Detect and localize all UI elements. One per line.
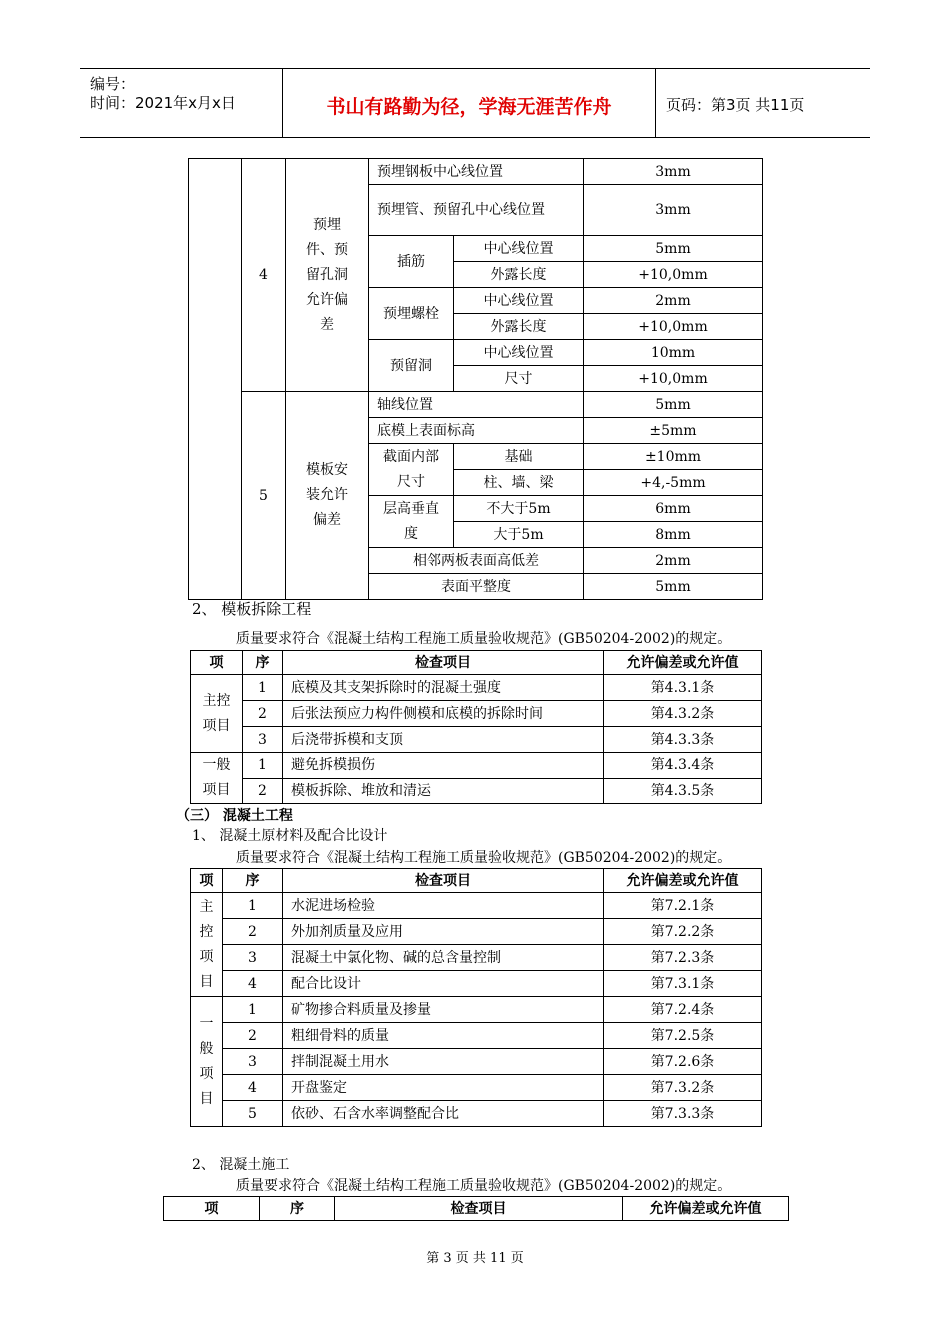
table-cell: ±10mm [584,444,763,470]
table-cell: 拌制混凝土用水 [283,1049,604,1075]
formwork-tolerance-table [188,158,763,600]
table-cell: 相邻两板表面高低差 [369,548,584,574]
subsection-title: 1、 混凝土原材料及配合比设计 [192,828,388,844]
table-cell: 依砂、石含水率调整配合比 [283,1101,604,1127]
table-cell: 8mm [584,522,763,548]
table-cell: 不大于5m [454,496,584,522]
concrete-materials-table [190,868,762,1127]
table-cell: 1 [243,675,283,701]
group5-name: 模板安装允许偏差 [286,392,369,600]
table-cell: 第7.2.3条 [604,945,762,971]
group4-no: 4 [242,159,286,392]
table-cell: 预埋管、预留孔中心线位置 [369,185,584,236]
table-cell: 插筋 [369,236,454,288]
column-header: 序 [223,869,283,893]
table-cell: 预埋螺栓 [369,288,454,340]
table-cell: 粗细骨料的质量 [283,1023,604,1049]
column-header: 项 [164,1197,260,1221]
table-cell: 中心线位置 [454,288,584,314]
column-header: 允许偏差或允许值 [623,1197,789,1221]
table-cell: +10,0mm [584,262,763,288]
table-cell: 外露长度 [454,314,584,340]
table-cell: 底模及其支架拆除时的混凝土强度 [283,675,604,701]
table-cell: 2mm [584,548,763,574]
table-cell: 第7.2.4条 [604,997,762,1023]
table-cell: 2 [223,1023,283,1049]
motto: 书山有路勤为径，学海无涯苦作舟 [326,96,612,118]
group-label: 主控项目 [191,893,223,997]
table-cell: 第4.3.3条 [604,727,762,753]
table-cell: 第7.2.2条 [604,919,762,945]
table-cell: 第7.2.5条 [604,1023,762,1049]
page-label: 页码：第3页 共11页 [666,96,805,114]
table-cell: ±5mm [584,418,763,444]
table-cell: 10mm [584,340,763,366]
column-header: 项 [191,651,243,675]
table-cell: +10,0mm [584,366,763,392]
table-cell: 第4.3.5条 [604,778,762,804]
table-cell: 1 [243,753,283,779]
concrete-construction-table [163,1196,789,1221]
table-cell: 外加剂质量及应用 [283,919,604,945]
table-cell: 预留洞 [369,340,454,392]
table-cell: 1 [223,893,283,919]
column-header: 检查项目 [335,1197,623,1221]
table-cell: 截面内部尺寸 [369,444,454,496]
table-cell: 柱、墙、梁 [454,470,584,496]
table-cell: +4,-5mm [584,470,763,496]
table-cell: 预埋钢板中心线位置 [369,159,584,185]
table-cell: 6mm [584,496,763,522]
table-cell: 4 [223,1075,283,1101]
table-cell: 第7.3.3条 [604,1101,762,1127]
table-cell: 基础 [454,444,584,470]
table-cell: 5mm [584,574,763,600]
table-cell: 配合比设计 [283,971,604,997]
table-cell: 尺寸 [454,366,584,392]
table-cell: 中心线位置 [454,236,584,262]
table-cell: 第7.3.1条 [604,971,762,997]
table-cell: 4 [223,971,283,997]
column-header: 项 [191,869,223,893]
table-cell: 后浇带拆模和支顶 [283,727,604,753]
table-cell: 2 [223,919,283,945]
page-footer: 第 3 页 共 11 页 [426,1251,524,1266]
table-cell: 第7.2.1条 [604,893,762,919]
table-cell: 中心线位置 [454,340,584,366]
group4-name: 预埋件、预留孔洞允许偏差 [286,159,369,392]
table-cell: 矿物掺合料质量及掺量 [283,997,604,1023]
column-header: 序 [243,651,283,675]
table-cell: 5mm [584,392,763,418]
subsection-title: 2、 混凝土施工 [192,1157,290,1173]
table-cell: 表面平整度 [369,574,584,600]
column-header: 检查项目 [283,651,604,675]
section-title: 2、 模板拆除工程 [192,600,312,618]
table-cell: 5mm [584,236,763,262]
requirement-text: 质量要求符合《混凝土结构工程施工质量验收规范》(GB50204-2002)的规定。 [236,1178,732,1194]
table-cell: 2 [243,778,283,804]
requirement-text: 质量要求符合《混凝土结构工程施工质量验收规范》(GB50204-2002)的规定。 [236,631,732,647]
table-cell: 第4.3.4条 [604,753,762,779]
table-cell: 后张法预应力构件侧模和底模的拆除时间 [283,701,604,727]
table-cell: 2 [243,701,283,727]
table-cell: 大于5m [454,522,584,548]
blank-column-cell [189,159,242,600]
group5-no: 5 [242,392,286,600]
requirement-text: 质量要求符合《混凝土结构工程施工质量验收规范》(GB50204-2002)的规定。 [236,850,732,866]
table-cell: 3 [223,945,283,971]
time-label: 时间：2021年x月x日 [90,94,236,112]
table-cell: 3mm [584,185,763,236]
table-cell: 轴线位置 [369,392,584,418]
table-cell: 2mm [584,288,763,314]
header-page-cell [656,69,870,137]
column-header: 允许偏差或允许值 [604,869,762,893]
table-cell: 1 [223,997,283,1023]
table-cell: 第4.3.1条 [604,675,762,701]
header-motto-cell [283,69,656,137]
group-label: 主控项目 [191,675,243,753]
table-cell: 3 [223,1049,283,1075]
column-header: 序 [260,1197,335,1221]
table-cell: 第7.2.6条 [604,1049,762,1075]
table-cell: 底模上表面标高 [369,418,584,444]
code-label: 编号： [90,75,136,93]
table-cell: 避免拆模损伤 [283,753,604,779]
table-cell: 水泥进场检验 [283,893,604,919]
table-cell: 外露长度 [454,262,584,288]
table-cell: 层高垂直度 [369,496,454,548]
table-cell: 第4.3.2条 [604,701,762,727]
table-cell: 模板拆除、堆放和清运 [283,778,604,804]
column-header: 检查项目 [283,869,604,893]
section-title: （三） 混凝土工程 [176,808,293,824]
column-header: 允许偏差或允许值 [604,651,762,675]
table-cell: +10,0mm [584,314,763,340]
group-label: 一般项目 [191,997,223,1127]
formwork-removal-table [190,650,762,804]
table-cell: 混凝土中氯化物、碱的总含量控制 [283,945,604,971]
group-label: 一般项目 [191,753,243,804]
table-cell: 开盘鉴定 [283,1075,604,1101]
table-cell: 3mm [584,159,763,185]
table-cell: 3 [243,727,283,753]
page-header [80,68,870,138]
table-cell: 第7.3.2条 [604,1075,762,1101]
table-cell: 5 [223,1101,283,1127]
header-info-cell [80,69,283,137]
